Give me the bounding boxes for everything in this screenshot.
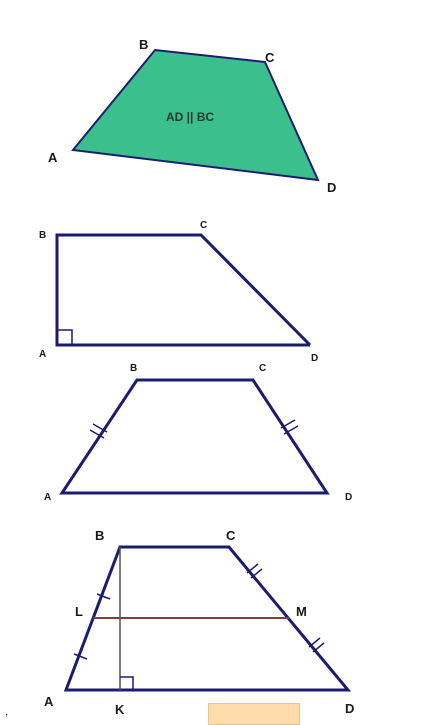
figure-4-label-d: D: [345, 701, 355, 716]
figure-4-label-a: A: [44, 694, 54, 709]
figure-2-label-d: D: [311, 353, 319, 364]
figure-1-label-d: D: [327, 180, 337, 195]
stray-mark: ,: [5, 704, 9, 718]
figure-2-label-c: C: [200, 220, 208, 231]
figure-4-tick-cd-lower-1: [313, 643, 324, 652]
figure-2-right-angle-mark: [57, 330, 72, 345]
figure-2-right-trapezoid: [39, 220, 318, 364]
figure-4-trapezoid-midline: [44, 528, 354, 717]
figure-1-general-trapezoid: [48, 37, 336, 195]
figure-1-label-b: B: [139, 37, 149, 52]
figure-4-label-l: L: [75, 604, 83, 619]
figure-2-label-b: B: [39, 230, 47, 241]
figure-3-isosceles-trapezoid: [44, 363, 352, 503]
figure-2-shape: [57, 235, 310, 345]
figure-1-parallel-note: AD || BC: [166, 110, 215, 124]
figure-4-label-m: M: [296, 604, 307, 619]
figure-3-label-d: D: [345, 492, 353, 503]
figure-1-label-a: A: [48, 150, 58, 165]
figure-1-label-c: C: [265, 50, 275, 65]
figure-4-label-k: K: [115, 702, 125, 717]
figure-3-label-a: A: [44, 492, 52, 503]
figure-2-label-a: A: [39, 349, 47, 360]
figure-4-label-c: C: [226, 528, 236, 543]
figure-3-label-c: C: [259, 363, 267, 374]
figure-3-label-b: B: [130, 363, 138, 374]
figure-4-tick-cd-lower-2: [309, 638, 320, 647]
figure-4-label-b: B: [95, 528, 105, 543]
figure-4-right-angle-mark: [120, 677, 133, 690]
